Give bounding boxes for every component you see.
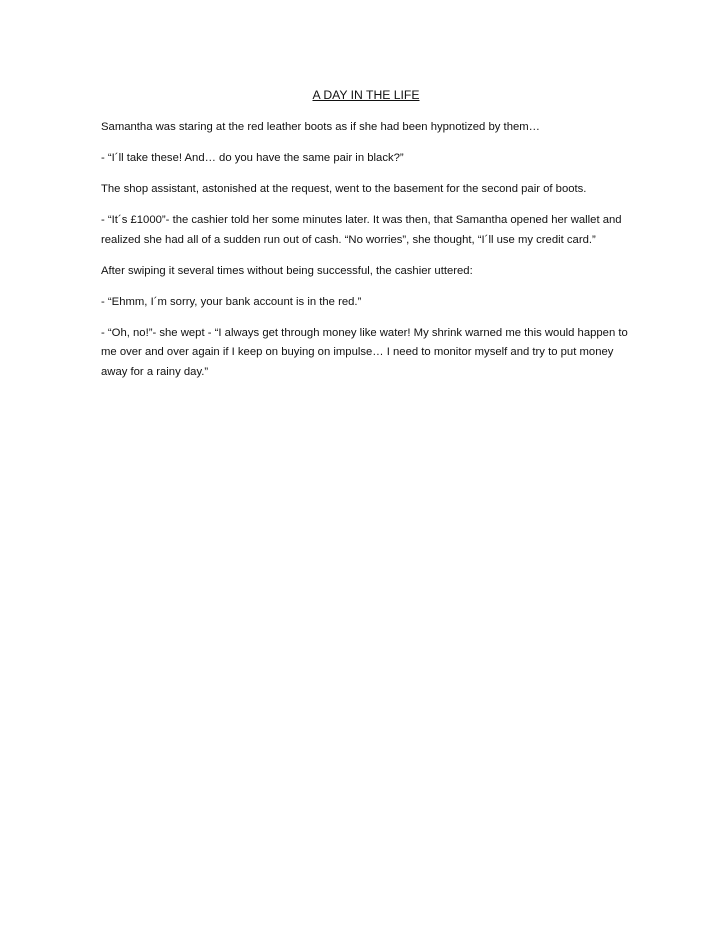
paragraph-6: - “Ehmm, I´m sorry, your bank account is in the red.” <box>101 295 362 308</box>
paragraph-2: - “I´ll take these! And… do you have the same pair in black?” <box>101 152 404 164</box>
paragraph-7: - “Oh, no!”- she wept - “I always get through money like water! My shrink warned me this would happen to me over and over again if I keep on buying on impulse… I need to monitor myself and try to put money away for a rainy day.” <box>101 326 628 378</box>
paragraph-1: Samantha was staring at the red leather boots as if she had been hypnotized by them… <box>101 121 540 133</box>
paragraph-4: - “It´s £1000”- the cashier told her some minutes later. It was then, that Samantha opened her wallet and realized she had all of a sudden run out of cash. “No worries”, she thought, “I´ll use my credit card.” <box>101 214 622 246</box>
document-title: A DAY IN THE LIFE <box>312 88 420 102</box>
paragraph-3: The shop assistant, astonished at the request, went to the basement for the second pair of boots. <box>101 183 587 195</box>
document-page <box>101 86 631 394</box>
paragraph-5: After swiping it several times without being successful, the cashier uttered: <box>101 264 473 277</box>
